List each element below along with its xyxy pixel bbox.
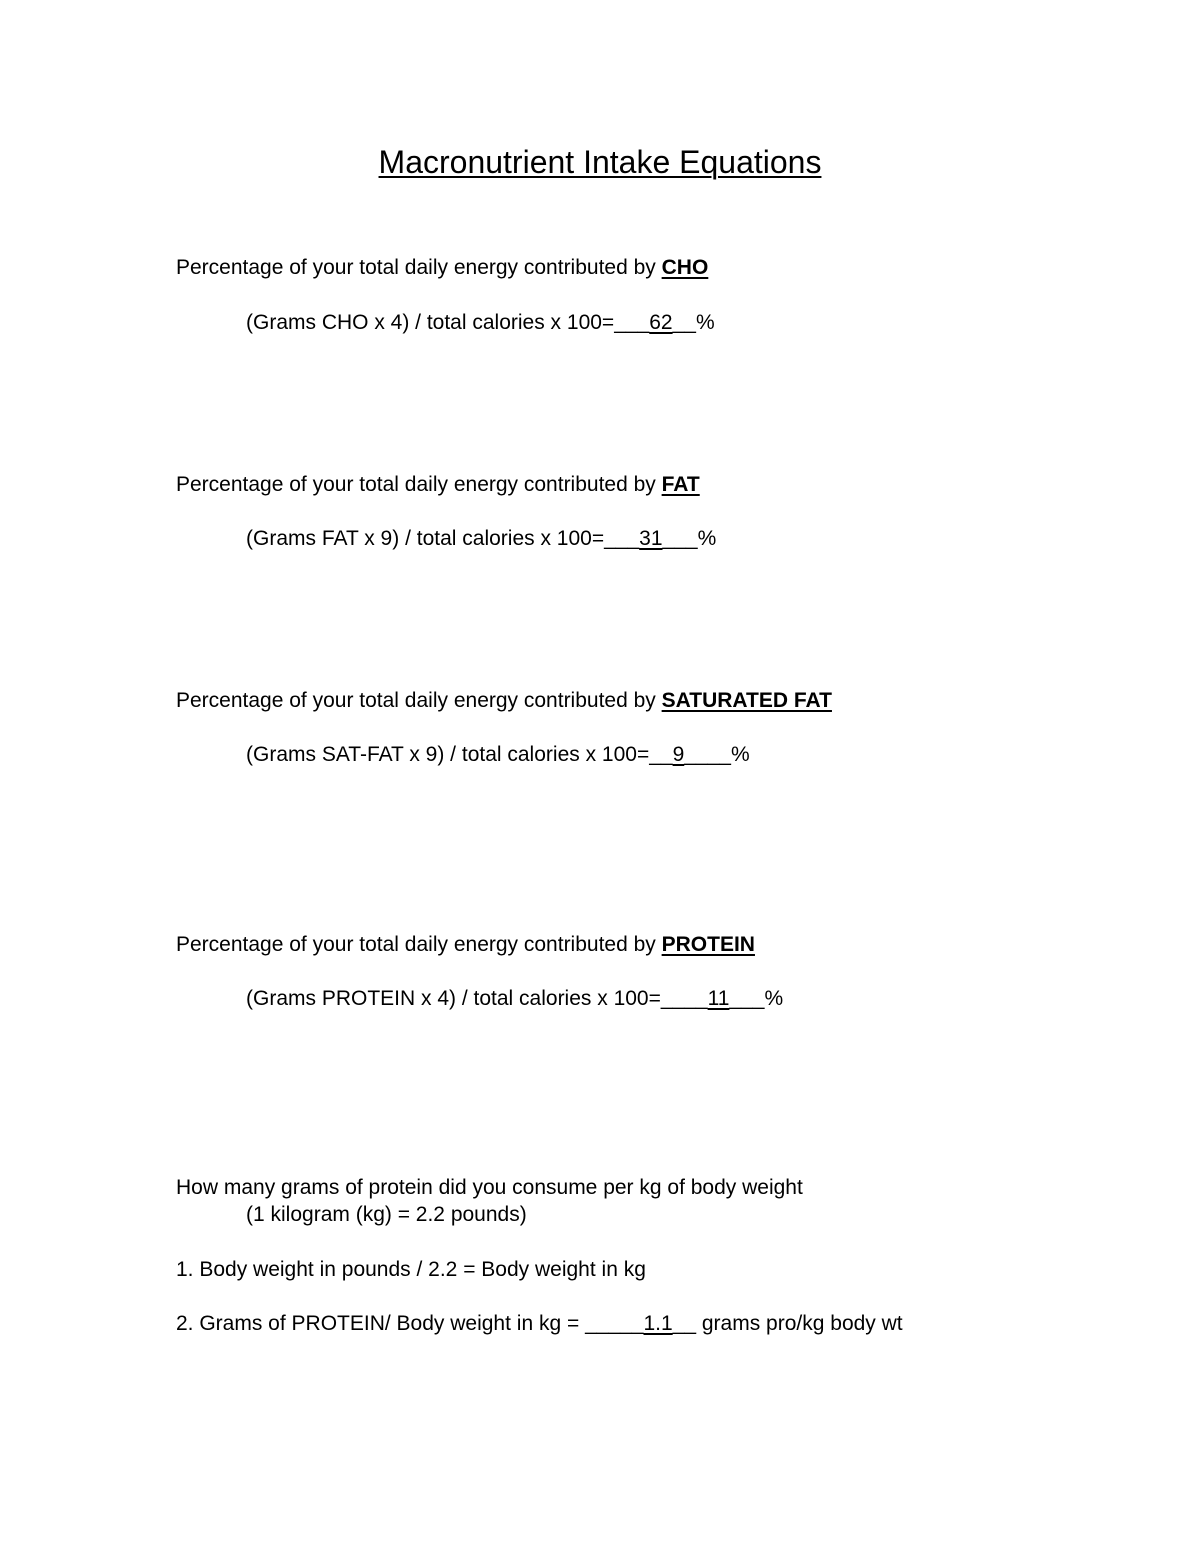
kg-conversion-note: (1 kilogram (kg) = 2.2 pounds) [246, 1203, 527, 1226]
answer-blank: __ [672, 311, 696, 334]
step-2 [176, 1311, 903, 1337]
answer-blank: ____ [684, 743, 731, 766]
answer-value: 9 [672, 743, 685, 766]
answer-blank: _____ [585, 1312, 644, 1335]
answer-blank: ___ [662, 527, 698, 550]
equation-text: (Grams PROTEIN x 4) / total calories x 100= [246, 987, 661, 1010]
equation-text: (Grams FAT x 9) / total calories x 100= [246, 527, 605, 550]
nutrient-label: FAT [661, 473, 700, 496]
equation-text: (Grams SAT-FAT x 9) / total calories x 100 [246, 743, 637, 766]
question-saturated-fat [176, 688, 832, 714]
percent-sign: % [695, 311, 715, 334]
page-title: Macronutrient Intake Equations [378, 144, 822, 180]
equation-fat [246, 526, 716, 552]
answer-blank: =__ [636, 743, 673, 766]
question-text: Percentage of your total daily energy contributed by [176, 256, 662, 279]
step-2-text: 2. Grams of PROTEIN/ Body weight in kg = [176, 1312, 586, 1335]
question-text: Percentage of your total daily energy contributed by [176, 473, 662, 496]
answer-value: 1.1 [643, 1312, 673, 1335]
step-1: 1. Body weight in pounds / 2.2 = Body weight in kg [176, 1258, 646, 1281]
percent-sign: % [764, 987, 784, 1010]
answer-blank: ___ [729, 987, 765, 1010]
equation-text: (Grams CHO x 4) / total calories x 100= [246, 311, 615, 334]
nutrient-label: SATURATED FAT [661, 689, 832, 712]
answer-blank: ____ [660, 987, 708, 1010]
protein-per-kg-question: How many grams of protein did you consume per kg of body weight [176, 1176, 803, 1199]
question-text: Percentage of your total daily energy contributed by [176, 933, 662, 956]
answer-blank: ___ [604, 527, 640, 550]
nutrient-label: CHO [661, 256, 709, 279]
question-protein [176, 932, 755, 958]
equation-cho [246, 310, 715, 336]
answer-value: 11 [707, 987, 730, 1010]
percent-sign: % [697, 527, 717, 550]
question-text: Percentage of your total daily energy contributed by [176, 689, 662, 712]
answer-blank: __ [672, 1312, 697, 1335]
equation-protein [246, 986, 783, 1012]
answer-value: 31 [639, 527, 663, 550]
question-fat [176, 472, 700, 498]
nutrient-label: PROTEIN [661, 933, 755, 956]
equation-saturated-fat [246, 742, 750, 768]
answer-blank: ___ [614, 311, 650, 334]
percent-sign: % [730, 743, 750, 766]
question-cho [176, 255, 708, 281]
answer-value: 62 [649, 311, 673, 334]
unit-label: grams pro/kg body wt [696, 1312, 903, 1335]
